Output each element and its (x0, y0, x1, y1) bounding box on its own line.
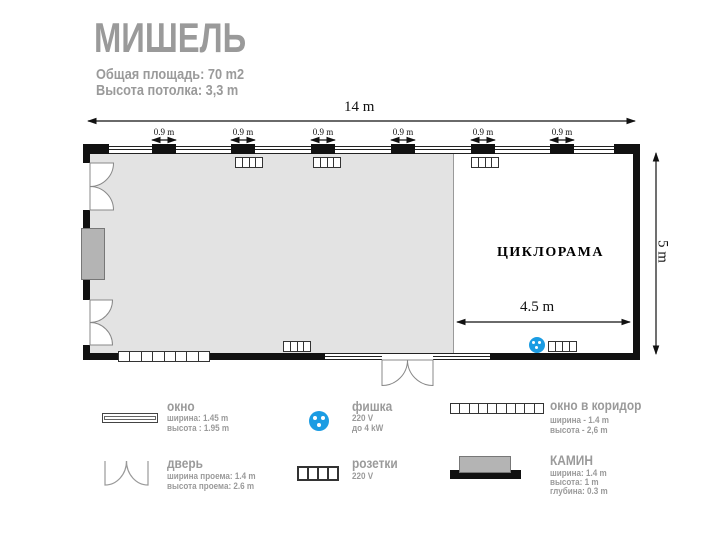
legend-window-line1: ширина: 1.45 m (167, 413, 229, 423)
legend-fishka-line2: до 4 kW (352, 423, 384, 433)
legend-fireplace-line1: ширина: 1.4 m (550, 468, 607, 478)
door-threshold-line (382, 353, 433, 354)
legend-door-title: дверь (167, 455, 203, 471)
legend-corridor-window-title: окно в коридор (550, 397, 642, 413)
total-area-text: Общая площадь: 70 m2 (96, 66, 245, 83)
bottom-wall-band (325, 353, 382, 360)
legend-window-line2: высота : 1.95 m (167, 423, 230, 433)
legend-door-line2: высота проема: 2.6 m (167, 481, 255, 491)
left-wall-segment (83, 210, 90, 228)
legend-fireplace-line2: высота: 1 m (550, 477, 599, 487)
bottom-wall-segment (490, 353, 640, 360)
dim-label-window: 0.9 m (392, 127, 414, 137)
legend-sockets-title: розетки (352, 455, 398, 471)
cyclorama-label: ЦИКЛОРАМА (497, 245, 604, 260)
bottom-wall-segment (208, 353, 325, 360)
legend-fireplace-symbol (459, 456, 511, 473)
legend-fireplace-line3: глубина: 0.3 m (550, 486, 608, 496)
dim-label-window: 0.9 m (312, 127, 334, 137)
legend-window-title: окно (167, 398, 195, 414)
left-wall-segment (83, 278, 90, 300)
legend-window-symbol (102, 413, 158, 423)
bottom-wall-segment (83, 353, 118, 360)
socket-strip (283, 341, 311, 352)
fireplace-symbol (81, 228, 105, 280)
page-title: МИШЕЛЬ (94, 14, 247, 61)
socket-strip (548, 341, 577, 352)
legend-corridor-window-symbol (450, 403, 544, 414)
dim-label-window: 0.9 m (472, 127, 494, 137)
window-6 (550, 144, 574, 154)
legend-sockets-line1: 220 V (352, 471, 374, 481)
ceiling-height-text: Высота потолка: 3,3 m (96, 82, 239, 99)
legend-fishka-title: фишка (352, 398, 393, 414)
legend-fishka-line1: 220 V (352, 413, 374, 423)
dim-label-window: 0.9 m (153, 127, 175, 137)
legend-fireplace-title: КАМИН (550, 452, 593, 468)
dim-label-window: 0.9 m (232, 127, 254, 137)
socket-strip (471, 157, 499, 168)
bottom-wall-band (433, 353, 490, 360)
left-wall-segment (83, 146, 90, 163)
dim-label-window: 0.9 m (551, 127, 573, 137)
studio-room-area (90, 153, 453, 353)
right-wall (633, 146, 640, 360)
corridor-window-strip (118, 351, 210, 362)
window-5 (471, 144, 495, 154)
legend-power-point-icon (309, 411, 329, 431)
dim-label-14m: 14 m (344, 99, 375, 115)
window-4 (391, 144, 415, 154)
legend-socket-symbol (297, 466, 339, 481)
legend-door-line1: ширина проема: 1.4 m (167, 471, 256, 481)
power-point-icon (529, 337, 545, 353)
legend-corridor-window-line1: ширина - 1.4 m (550, 415, 609, 425)
door-bottom-entry (382, 360, 433, 386)
window-2 (231, 144, 255, 154)
legend-door-symbol (105, 461, 148, 485)
dim-label-cyclorama: 4.5 m (520, 299, 555, 315)
socket-strip (313, 157, 341, 168)
window-1 (152, 144, 176, 154)
window-3 (311, 144, 335, 154)
legend-corridor-window-line2: высота - 2,6 m (550, 425, 608, 435)
socket-strip (235, 157, 263, 168)
dim-label-depth: 5 m (654, 240, 671, 263)
